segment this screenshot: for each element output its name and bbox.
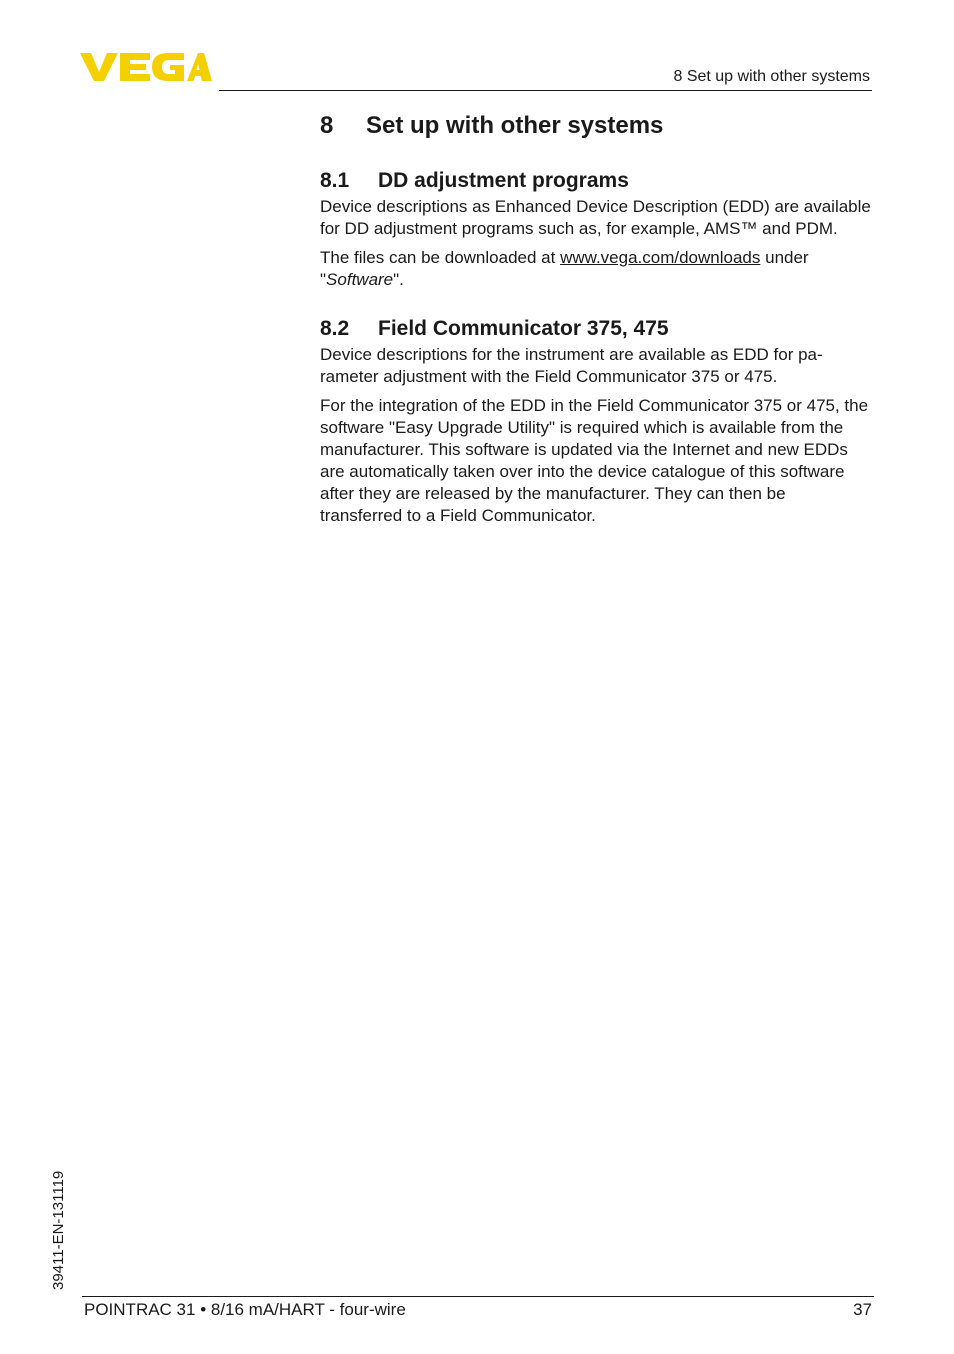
section-heading-8-2 [320,315,872,343]
software-emphasis: Software [326,270,394,289]
section-number: 8.2 [320,317,350,340]
footer-product: POINTRAC 31 • 8/16 mA/HART - four-wire [84,1300,406,1319]
text-segment: under " [320,248,809,289]
footer-rule [82,1296,874,1297]
section-title: DD adjustment programs [378,169,629,192]
vega-logo-icon [80,50,212,84]
chapter-number: 8 [320,112,334,139]
chapter-title: Set up with other systems [366,112,664,139]
section-number: 8.1 [320,169,350,192]
section-8-1-paragraph-2 [320,247,872,291]
document-number: 39411-EN-131119 [50,1170,67,1290]
header-rule [219,90,872,91]
text-segment: ". [393,270,404,289]
main-content [320,110,872,527]
chapter-heading [320,110,872,142]
page-number: 37 [853,1300,872,1319]
section-8-2-paragraph-1: Device descriptions for the instrument are available as EDD for pa-rameter adjustment with the Field Communicator 375 or 475. [320,345,823,386]
section-8-2-paragraph-2: For the integration of the EDD in the Field Communicator 375 or 475, the software "Easy Upgrade Utility" is required which is available from the manufacturer. This software is updated via the Internet and new EDDs are automatically taken over into the device catalogue of this software after they are released by the manufacturer. They can then be transferred to a Field Communicator. [320,396,869,525]
section-title: Field Communicator 375, 475 [378,317,669,340]
text-segment: The files can be downloaded at [320,248,561,267]
section-8-1-paragraph-1: Device descriptions as Enhanced Device Description (EDD) are available for DD adjustment programs such as, for example, AMS™ and PDM. [320,197,871,238]
downloads-link[interactable]: www.vega.com/downloads [560,248,761,267]
section-heading-8-1 [320,167,872,195]
vega-logo [80,50,212,84]
running-head: 8 Set up with other systems [673,68,870,85]
